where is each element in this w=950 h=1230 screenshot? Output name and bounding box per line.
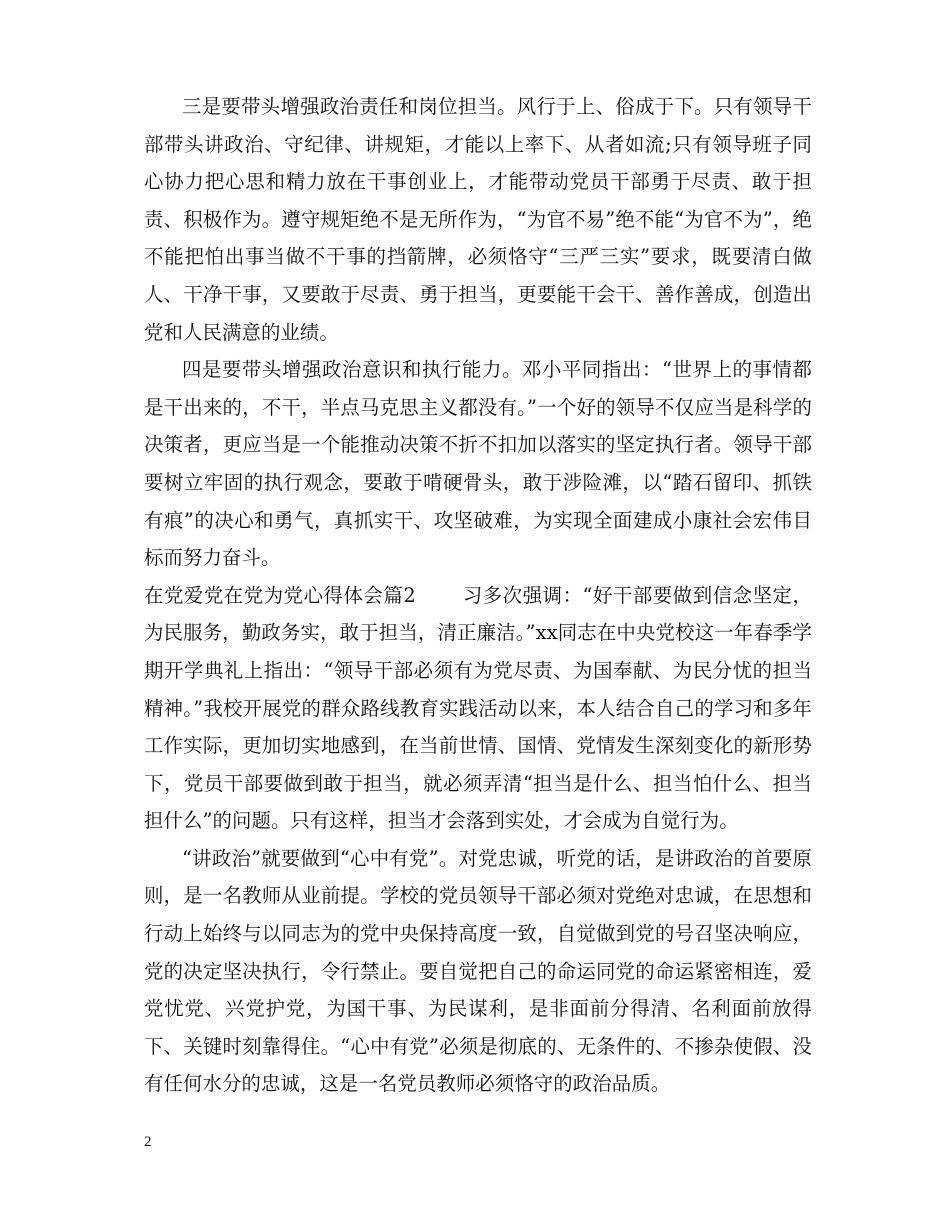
document-body xyxy=(144,88,812,1103)
paragraph-political-responsibility: 三是要带头增强政治责任和岗位担当。风行于上、俗成于下。只有领导干部带头讲政治、守纪律、讲规矩，才能以上率下、从者如流;只有领导班子同心协力把心思和精力放在干事创业上，才能带动党员干部勇于尽责、敢于担责、积极作为。遵守规矩绝不是无所作为，“为官不易”绝不能“为官不为”，绝不能把怕出事当做不干事的挡箭牌，必须恪守“三严三实”要求，既要清白做人、干净干事，又要敢于尽责、勇于担当，更要能干会干、善作善成，创造出党和人民满意的业绩。 xyxy=(144,95,812,344)
page-number: 2 xyxy=(144,1134,152,1150)
section-heading: 在党爱党在党为党心得体会篇2 xyxy=(144,583,416,607)
section-paragraph xyxy=(144,577,812,840)
paragraph-heart-has-party: “讲政治”就要做到“心中有党”。对党忠诚，听党的话，是讲政治的首要原则，是一名教师从业前提。学校的党员领导干部必须对党绝对忠诚，在思想和行动上始终与以同志为的党中央保持高度一致，自觉做到党的号召坚决响应，党的决定坚决执行，令行禁止。要自觉把自己的命运同党的命运紧密相连，爱党忧党、兴党护党，为国干事、为民谋利，是非面前分得清、名利面前放得下、关键时刻靠得住。“心中有党”必须是彻底的、无条件的、不掺杂使假、没有任何水分的忠诚，这是一名党员教师必须恪守的政治品质。 xyxy=(144,846,812,1096)
heading-gap xyxy=(416,584,463,607)
paragraph-execution-ability: 四是要带头增强政治意识和执行能力。邓小平同指出：“世界上的事情都是干出来的，不干，半点马克思主义都没有。”一个好的领导不仅应当是科学的决策者，更应当是一个能推动决策不折不扣加以落实的坚定执行者。领导干部要树立牢固的执行观念，要敢于啃硬骨头，敢于涉险滩，以“踏石留印、抓铁有痕”的决心和勇气，真抓实干、攻坚破难，为实现全面建成小康社会宏伟目标而努力奋斗。 xyxy=(144,358,812,570)
section-first-paragraph: 习多次强调：“好干部要做到信念坚定，为民服务，勤政务实，敢于担当，清正廉洁。”xx同志在中央党校这一年春季学期开学典礼上指出：“领导干部必须有为党尽责、为国奉献、为民分忧的担当精神。”我校开展党的群众路线教育实践活动以来，本人结合自己的学习和多年工作实际，更加切实地感到，在当前世情、国情、党情发生深刻变化的新形势下，党员干部要做到敢于担当，就必须弄清“担当是什么、担当怕什么、担当担什么”的问题。只有这样，担当才会落到实处，才会成为自觉行为。 xyxy=(144,583,812,833)
